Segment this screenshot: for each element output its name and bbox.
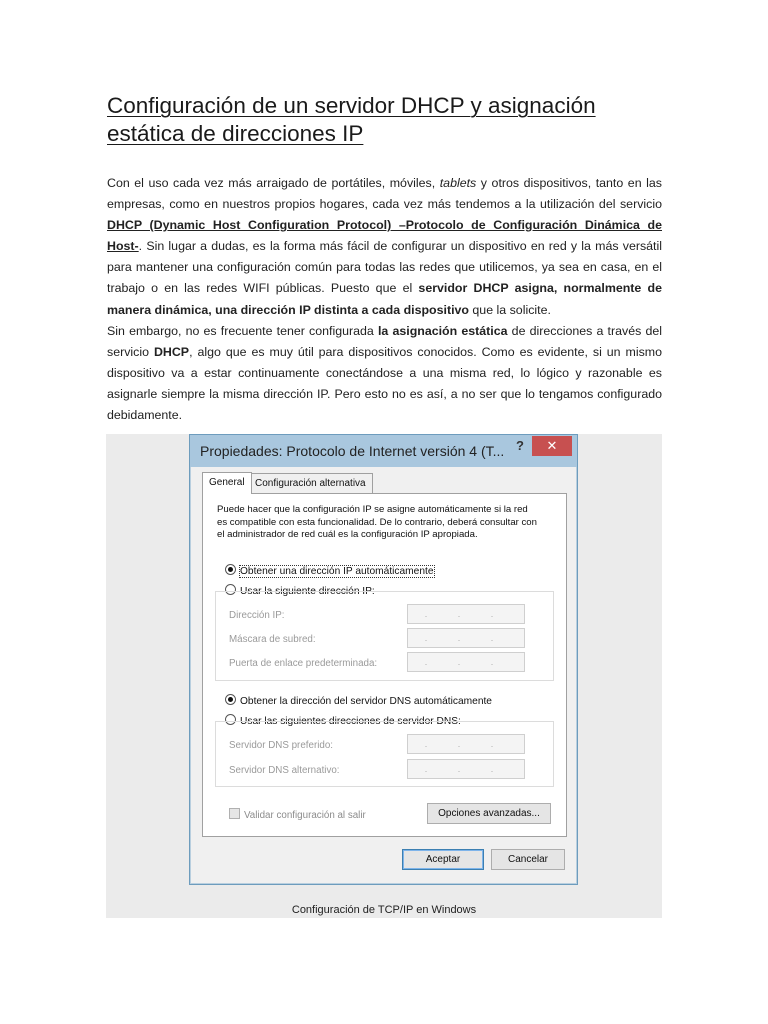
radio-auto-ip[interactable]: Obtener una dirección IP automáticamente: [225, 564, 434, 577]
radio-manual-dns[interactable]: Usar las siguientes direcciones de servidor DNS:: [225, 714, 461, 727]
figure-caption: Configuración de TCP/IP en Windows: [291, 904, 477, 916]
radio-selected-icon: [225, 564, 236, 575]
general-panel: [202, 493, 567, 837]
paragraph-2: Sin embargo, no es frecuente tener configurada la asignación estática de direcciones a través del servicio DHCP, algo que es muy útil para dispositivos conocidos. Como es evidente, si un mismo dispositivo va a estar continuamente conectándose a una misma red, lo lógico y razonable es asignarle siempre la misma dirección IP. Pero esto no es así, a no ser que lo tengamos configurado debidamente.: [107, 323, 662, 423]
dns-alternate-input[interactable]: . . .: [407, 759, 525, 779]
dhcp-link[interactable]: DHCP (Dynamic Host Configuration Protocol) –Protocolo de Configuración Dinámica de Host-: [107, 218, 662, 254]
validate-on-exit-checkbox[interactable]: Validar configuración al salir: [229, 808, 366, 821]
radio-auto-dns[interactable]: Obtener la dirección del servidor DNS automáticamente: [225, 694, 492, 707]
advanced-options-button[interactable]: Opciones avanzadas...: [427, 803, 551, 824]
radio-manual-ip[interactable]: Usar la siguiente dirección IP:: [225, 584, 375, 597]
accept-button[interactable]: Aceptar: [402, 849, 484, 870]
dns-preferred-input[interactable]: . . .: [407, 734, 525, 754]
dns-preferred-label: Servidor DNS preferido:: [229, 740, 333, 751]
radio-selected-icon: [225, 694, 236, 705]
gateway-label: Puerta de enlace predeterminada:: [229, 658, 378, 669]
tab-general[interactable]: General: [202, 472, 252, 494]
panel-description: Puede hacer que la configuración IP se asigne automáticamente si la red es compatible con esta funcionalidad. De lo contrario, deberá consultar con el administrador de red cuál es la configuración IP apropiada.: [217, 504, 537, 540]
subnet-mask-label: Máscara de subred:: [229, 634, 316, 645]
article-title: Configuración de un servidor DHCP y asignación estática de direcciones IP: [107, 93, 596, 146]
close-icon[interactable]: ✕: [532, 436, 572, 456]
ip-address-input[interactable]: . . .: [407, 604, 525, 624]
dialog-titlebar: [190, 435, 577, 467]
help-icon[interactable]: ?: [516, 438, 524, 453]
article-body: [107, 173, 662, 426]
ip-address-label: Dirección IP:: [229, 610, 285, 621]
dns-alternate-label: Servidor DNS alternativo:: [229, 765, 340, 776]
screenshot-figure: [106, 434, 662, 918]
checkbox-icon: [229, 808, 240, 819]
tab-alternate-config[interactable]: Configuración alternativa: [248, 473, 373, 493]
ipv4-properties-dialog: [189, 434, 578, 885]
subnet-mask-input[interactable]: . . .: [407, 628, 525, 648]
gateway-input[interactable]: . . .: [407, 652, 525, 672]
cancel-button[interactable]: Cancelar: [491, 849, 565, 870]
paragraph-1: Con el uso cada vez más arraigado de portátiles, móviles, tablets y otros dispositivos, tanto en las empresas, como en nuestros propios hogares, cada vez más tendemos a la utilización del servicio DHCP (Dynamic Host Configuration Protocol) –Protocolo de Configuración Dinámica de Host-. Sin lugar a dudas, es la forma más fácil de configurar un dispositivo en red y la más versátil para mantener una configuración común para todas las redes que utilicemos, ya sea en casa, en el trabajo o en las redes WIFI públicas. Puesto que el servidor DHCP asigna, normalmente de manera dinámica, una dirección IP distinta a cada dispositivo que la solicite.: [107, 176, 662, 317]
dialog-title: Propiedades: Protocolo de Internet versión 4 (T...: [200, 443, 505, 459]
